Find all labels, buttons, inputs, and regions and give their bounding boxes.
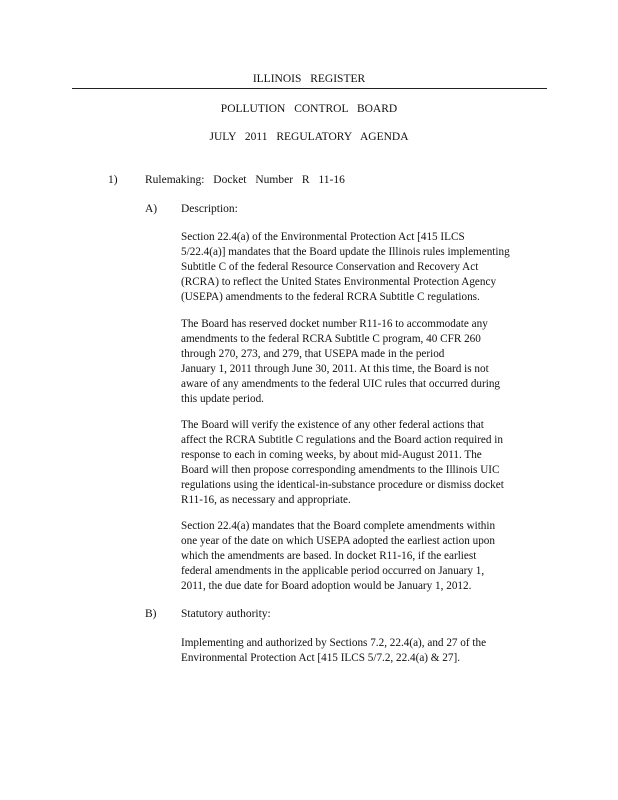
text-line: through 270, 273, and 279, that USEPA made in the period: [181, 348, 445, 360]
description-paragraph-4: [181, 519, 524, 594]
text-line: federal amendments in the applicable period occurred on January 1,: [181, 565, 485, 577]
text-line: one year of the date on which USEPA adopted the earliest action upon: [181, 535, 495, 547]
statutory-authority-paragraph: [181, 636, 524, 666]
text-line: this update period.: [181, 393, 264, 405]
text-line: which the amendments are based. In docket R11-16, if the earliest: [181, 550, 477, 562]
text-line: January 1, 2011 through June 30, 2011. At this time, the Board is not: [181, 363, 489, 375]
text-line: Implementing and authorized by Sections 7.2, 22.4(a), and 27 of the: [181, 637, 487, 649]
text-line: regulations using the identical-in-substance procedure or dismiss docket: [181, 479, 504, 491]
text-line: The Board has reserved docket number R11-16 to accommodate any: [181, 318, 488, 330]
text-line: aware of any amendments to the federal UIC rules that occurred during: [181, 378, 501, 390]
section-b-marker: B): [145, 608, 157, 620]
register-title: ILLINOIS REGISTER: [252, 73, 366, 85]
text-line: (RCRA) to reflect the United States Environmental Protection Agency: [181, 276, 497, 288]
text-line: Subtitle C of the federal Resource Conservation and Recovery Act: [181, 261, 479, 273]
text-line: (USEPA) amendments to the federal RCRA Subtitle C regulations.: [181, 291, 480, 303]
text-line: Section 22.4(a) of the Environmental Protection Act [415 ILCS: [181, 231, 465, 243]
description-paragraph-3: [181, 418, 524, 508]
description-paragraph-2: [181, 317, 524, 407]
text-line: amendments to the federal RCRA Subtitle C program, 40 CFR 260: [181, 333, 481, 345]
text-line: Environmental Protection Act [415 ILCS 5/7.2, 22.4(a) & 27].: [181, 652, 461, 664]
statutory-authority-heading: Statutory authority:: [181, 608, 271, 620]
item-number: 1): [108, 174, 118, 186]
text-line: R11-16, as necessary and appropriate.: [181, 494, 351, 506]
text-line: response to each in coming weeks, by about mid-August 2011. The: [181, 449, 482, 461]
board-name: POLLUTION CONTROL BOARD: [220, 103, 398, 115]
agenda-title: JULY 2011 REGULATORY AGENDA: [209, 131, 409, 143]
description-heading: Description:: [181, 203, 238, 215]
header-rule: [72, 88, 547, 89]
text-line: Board will then propose corresponding amendments to the Illinois UIC: [181, 464, 500, 476]
text-line: 5/22.4(a)] mandates that the Board update the Illinois rules implementing: [181, 246, 510, 258]
section-a-marker: A): [145, 203, 158, 215]
description-paragraph-1: [181, 230, 524, 305]
text-line: affect the RCRA Subtitle C regulations and the Board action required in: [181, 434, 503, 446]
text-line: Section 22.4(a) mandates that the Board complete amendments within: [181, 520, 496, 532]
rulemaking-line: Rulemaking: Docket Number R 11-16: [145, 174, 345, 186]
text-line: The Board will verify the existence of any other federal actions that: [181, 419, 484, 431]
text-line: 2011, the due date for Board adoption would be January 1, 2012.: [181, 580, 472, 592]
